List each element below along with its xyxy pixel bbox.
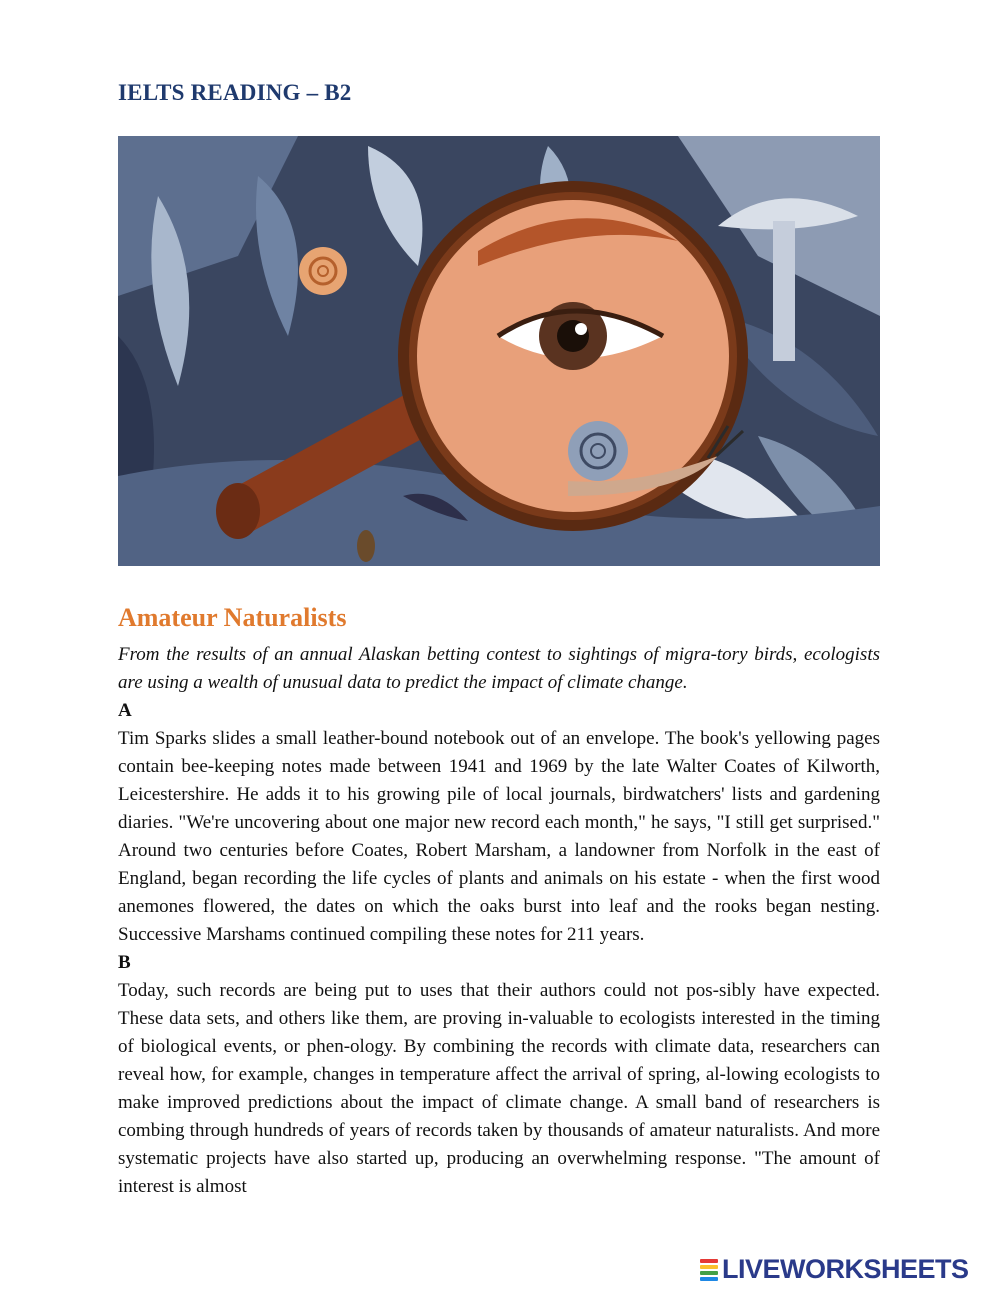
logo-bar-green (700, 1271, 718, 1275)
article-title: Amateur Naturalists (118, 603, 347, 632)
liveworksheets-logo[interactable] (700, 1254, 969, 1285)
section-label-b: B (118, 952, 131, 973)
section-paragraph-b: Today, such records are being put to uses that their authors could not pos-sibly have expected. These data sets, and others like them, are proving in-valuable to ecologists interested in the timing of biological events, or phen-ology. By combining the records with climate data, researchers can reveal how, for example, changes in temperature affect the arrival of spring, al-lowing ecologists to make improved predictions about the impact of climate change. A small band of researchers is combing through hundreds of years of records taken by thousands of amateur naturalists. And more systematic projects have also started up, producing an overwhelming response. "The amount of interest is almost (118, 980, 880, 1197)
logo-mark-icon (700, 1258, 718, 1282)
page-title: IELTS READING – B2 (118, 80, 352, 105)
logo-bar-red (700, 1259, 718, 1263)
logo-text: LIVEWORKSHEETS (722, 1254, 969, 1284)
section-paragraph-a: Tim Sparks slides a small leather-bound notebook out of an envelope. The book's yellowing pages contain bee-keeping notes made between 1941 and 1969 by the late Walter Coates of Kilworth, Leicestershire. He adds it to his growing pile of local journals, birdwatchers' lists and gardening diaries. "We're uncovering about one major new record each month," he says, "I still get surprised." Around two centuries before Coates, Robert Marsham, a landowner from Norfolk in the east of England, began recording the life cycles of plants and animals on his estate - when the first wood anemones flowered, the dates on which the oaks burst into leaf and the rooks began nesting. Successive Marshams continued compiling these notes for 211 years. (118, 728, 880, 945)
hero-illustration (118, 136, 880, 566)
logo-bar-blue (700, 1277, 718, 1281)
article-lead: From the results of an annual Alaskan betting contest to sightings of migra-tory birds, ecologists are using a wealth of unusual data to predict the impact of climate change. (118, 644, 880, 693)
section-label-a: A (118, 700, 132, 721)
logo-bar-yellow (700, 1265, 718, 1269)
article (118, 601, 880, 1201)
